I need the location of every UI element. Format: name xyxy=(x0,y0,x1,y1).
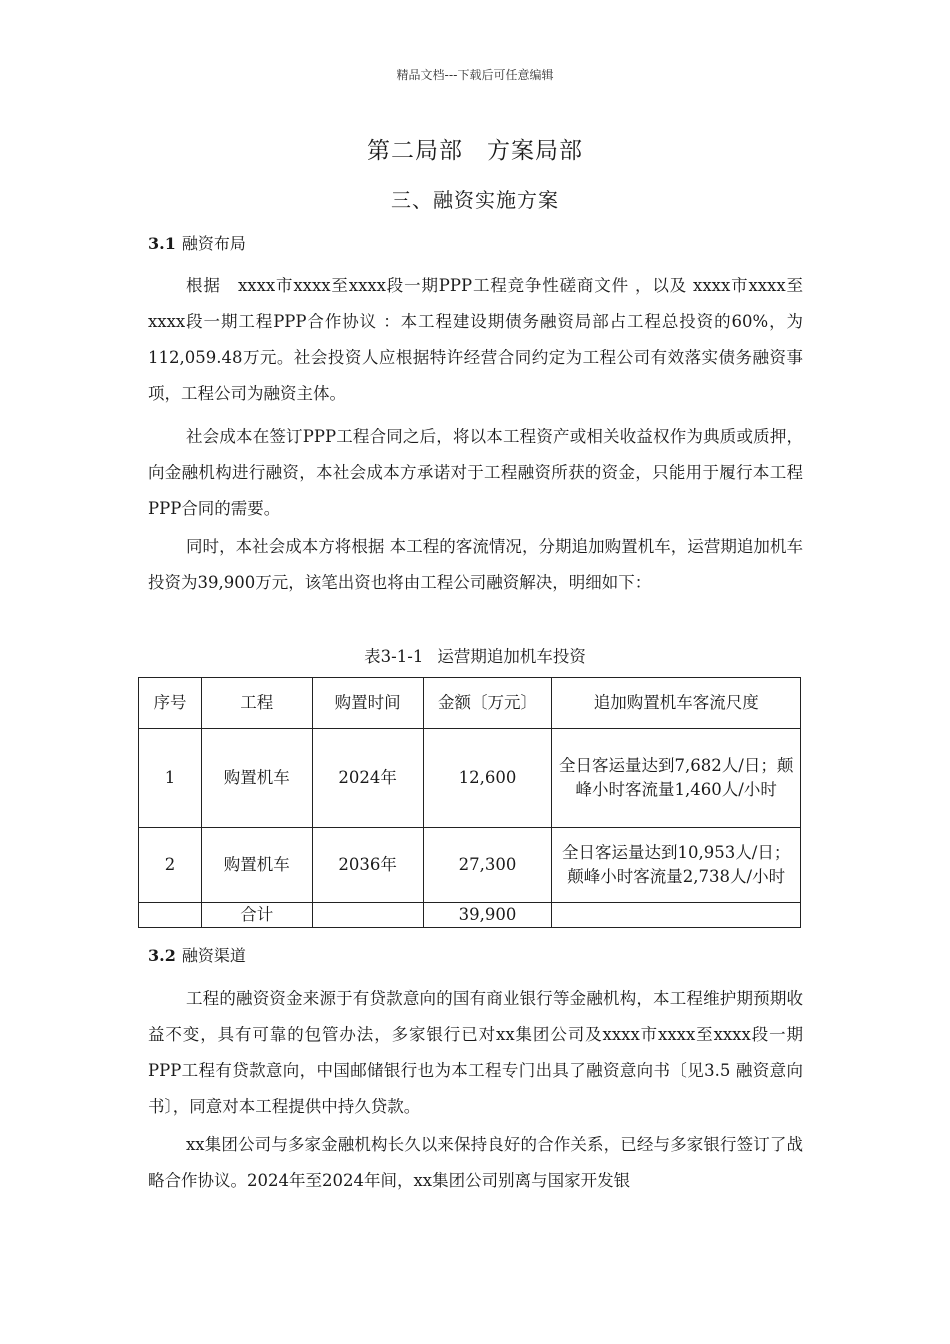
paragraph-bank-cooperation: xx集团公司与多家金融机构长久以来保持良好的合作关系，已经与多家银行签订了战略合作协议。2024年至2024年间，xx集团公司别离与国家开发银 xyxy=(148,1135,803,1190)
cell-item: 购置机车 xyxy=(201,828,312,903)
total-label: 合计 xyxy=(201,903,312,928)
section-number: 3.2 xyxy=(148,946,176,965)
section-heading-3-1 xyxy=(148,231,246,254)
table-caption-title: 运营期追加机车投资 xyxy=(437,647,586,666)
cell-item: 购置机车 xyxy=(201,729,312,828)
table-row xyxy=(139,729,801,828)
section-title: 融资渠道 xyxy=(181,946,246,965)
cell-criteria: 全日客运量达到7,682人/日；颠峰小时客流量1,460人/小时 xyxy=(552,729,801,828)
cell-time xyxy=(312,903,423,928)
paragraph-social-capital: 社会成本在签订PPP工程合同之后，将以本工程资产或相关收益权作为典质或质押，向金融机构进行融资，本社会成本方承诺对于工程融资所获的资金，只能用于履行本工程PPP合同的需要。 xyxy=(148,427,803,518)
paragraph-locomotive-investment: 同时，本社会成本方将根据 本工程的客流情况，分期追加购置机车，运营期追加机车投资为39,900万元，该笔出资也将由工程公司融资解决，明细如下： xyxy=(148,537,803,592)
header-cell: 追加购置机车客流尺度 xyxy=(552,678,801,729)
page-header: 精品文档---下载后可任意编辑 xyxy=(396,68,554,82)
cell-criteria: 全日客运量达到10,953人/日；颠峰小时客流量2,738人/小时 xyxy=(552,828,801,903)
cell-criteria xyxy=(552,903,801,928)
cell-no xyxy=(139,903,202,928)
cell-amount: 12,600 xyxy=(423,729,552,828)
cell-amount: 27,300 xyxy=(423,828,552,903)
table-header-row xyxy=(139,678,801,729)
header-cell: 序号 xyxy=(139,678,202,729)
header-cell: 购置时间 xyxy=(312,678,423,729)
total-amount: 39,900 xyxy=(423,903,552,928)
cell-no: 1 xyxy=(139,729,202,828)
table-row xyxy=(139,828,801,903)
cell-time: 2036年 xyxy=(312,828,423,903)
section-heading-3-2 xyxy=(148,943,246,966)
header-cell: 金额〔万元〕 xyxy=(423,678,552,729)
table-total-row xyxy=(139,903,801,928)
cell-time: 2024年 xyxy=(312,729,423,828)
header-cell: 工程 xyxy=(201,678,312,729)
section-number: 3.1 xyxy=(148,234,176,253)
chapter-title: 三、融资实施方案 xyxy=(391,188,559,212)
table-caption-number: 表3-1-1 xyxy=(364,647,424,666)
cell-no: 2 xyxy=(139,828,202,903)
table-caption xyxy=(0,643,950,667)
locomotive-investment-table xyxy=(138,677,801,928)
paragraph-financing-channels: 工程的融资资金来源于有贷款意向的国有商业银行等金融机构，本工程维护期预期收益不变，具有可靠的包管办法，多家银行已对xx集团公司及xxxx市xxxx至xxxx段一期PPP工程有贷款意向，中国邮储银行也为本工程专门出具了融资意向书〔见3.5 融资意向书〕，同意对本工程提供中持久贷款。 xyxy=(148,989,803,1116)
paragraph-financing-basis: 根据 xxxx市xxxx至xxxx段一期PPP工程竞争性磋商文件 ，以及 xxxx市xxxx至xxxx段一期工程PPP合作协议 ：本工程建设期债务融资局部占工程总投资的60%，为112,059.48万元。社会投资人应根据特许经营合同约定为工程公司有效落实债务融资事项，工程公司为融资主体。 xyxy=(148,276,803,403)
part-title: 第二局部 方案局部 xyxy=(367,138,583,164)
section-title: 融资布局 xyxy=(181,234,246,253)
